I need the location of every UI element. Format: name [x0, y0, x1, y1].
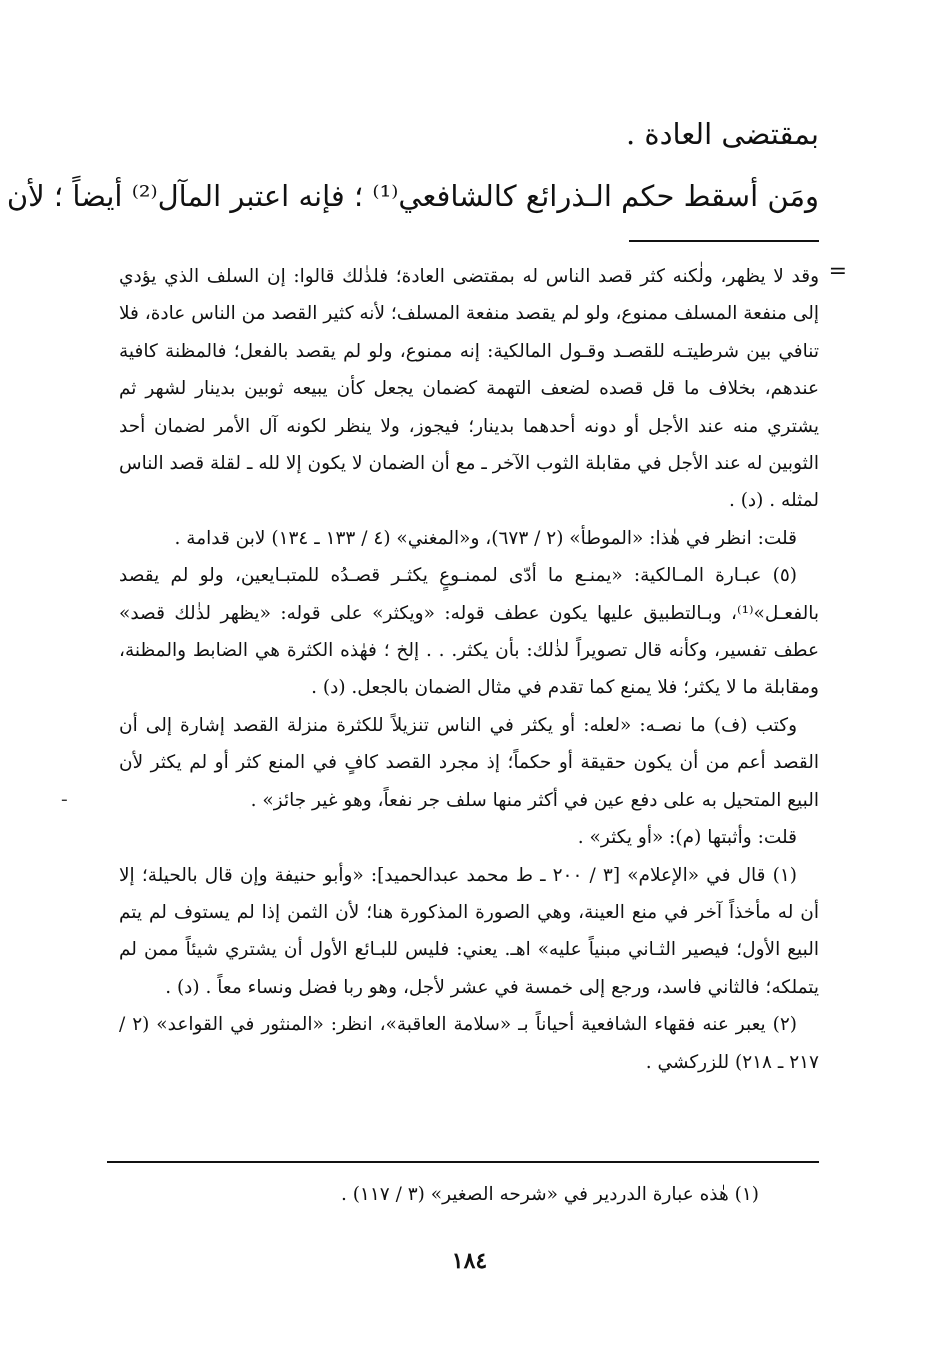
- note-paragraph-qult-2: قلت: وأثبتها (م): «أو يكثر» .: [577, 827, 797, 849]
- note-paragraph-f: وكتب (ف) ما نصـه: «لعله: أو يكثر في الناس تنزيلاً للكثرة منزلة القصد إشارة إلى أن القصد أعم من أن يكون حقيقة أو حكماً؛ إذ مجرد القصد كافٍ في المنع كثر أو لم يكثر لأن البيع المتحيل به على دفع عين في أكثر منها سلف جر نفعاً، وهو غير جائز» .: [119, 714, 819, 811]
- main-text-divider: [629, 240, 819, 242]
- footnote-divider: [107, 1161, 819, 1163]
- main-text-line-1-content: بمقتضى العادة .: [625, 117, 819, 151]
- continuation-mark: =: [828, 259, 847, 284]
- footnote: (١) هٰذه عبارة الدردير في «شرحه الصغير» (٣ / ١١٧) .: [340, 1184, 759, 1205]
- margin-tick: ـ: [62, 786, 67, 805]
- check-mark-icon: [0, 179, 2, 222]
- note-paragraph-2: (٢) يعبر عنه فقهاء الشافعية أحياناً بـ «سلامة العاقبة»، انظر: «المنثور في القواعد» (٢ / ٢١٧ ـ ٢١٨) للزركشي .: [119, 1014, 819, 1073]
- note-paragraph-continued: وقد لا يظهر، ولٰكنه كثر قصد الناس له بمقتضى العادة؛ فلذٰلك قالوا: إن السلف الذي يؤدي إلى منفعة المسلف ممنوع، ولو لم يقصد منفعة المسلف؛ لأنه كثير القصد من الناس عادة، فلا تنافي بين شرطيتـه للقصـد وقـول المالكية: إنه ممنوع، ولو لم يقصد بالفعل؛ فالمظنة كافية عندهم، بخلاف ما قل قصده لضعف التهمة كضمان يجعل كأن يبيعه ثوبين بدينار لشهر ثم يشتري منه عند الأجل أو دونه أحدهما بدينار؛ فيجوز، ولا ينظر لكونه آل الأمر لضمان أحد الثوبين له عند الأجل في مقابلة الثوب الآخر ـ مع أن الضمان لا يكون إلا لله ـ لقلة قصد الناس لمثله . (د) .: [119, 266, 819, 512]
- main-text-line-2-content: ومَن أسقط حكم الـذرائع كالشافعي⁽¹⁾ ؛ فإنه اعتبر المآل⁽²⁾ أيضاً ؛ لأن: [6, 179, 819, 213]
- main-text-line-2: [6, 176, 819, 220]
- note-paragraph-5: (٥) عبـارة المـالكية: «يمنـع ما أدّى لممنـوعٍ يكثـر قصـدُه للمتبـايعين، ولو لم يقصد بالفعـل»⁽¹⁾، وبـالتطبيق عليها يكون عطف قوله: «ويكثر» على قوله: «يظهر لذٰلك قصد» عطف تفسير، وكأنه قال تصويراً لذٰلك: بأن يكثر. . . إلخ ؛ فهٰذه الكثرة هي الضابط والمظنة، ومقابلة ما لا يكثر؛ فلا يمنع كما تقدم في مثال الضمان بالجعل. (د) .: [119, 565, 819, 699]
- note-paragraph-qult-1: قلت: انظر في هٰذا: «الموطأ» (٢ / ٦٧٣)، و«المغني» (٤ / ١٣٣ ـ ١٣٤) لابن قدامة .: [174, 527, 797, 549]
- page-number: ١٨٤: [451, 1248, 488, 1274]
- note-paragraph-1: (١) قال في «الإعلام» [٣ / ٢٠٠ ـ ط محمد عبدالحميد]: «وأبو حنيفة وإن قال بالحيلة؛ إلا أن له مأخذاً آخر في منع العينة، وهي الصورة المذكورة هنا؛ لأن الثمن إذا لم يستوف لم يتم البيع الأول؛ فيصير الثـاني مبنياً عليه» اهـ. يعني: فليس للبـائع الأول أن يشتري شيئاً ممن لم يتملكه؛ فالثاني فاسد، ورجع إلى خمسة في عشر لأجل، وهو ربا فضل ونساء معاً . (د) .: [119, 864, 819, 998]
- main-text-line-1: [119, 114, 819, 154]
- editor-notes: [119, 258, 819, 1081]
